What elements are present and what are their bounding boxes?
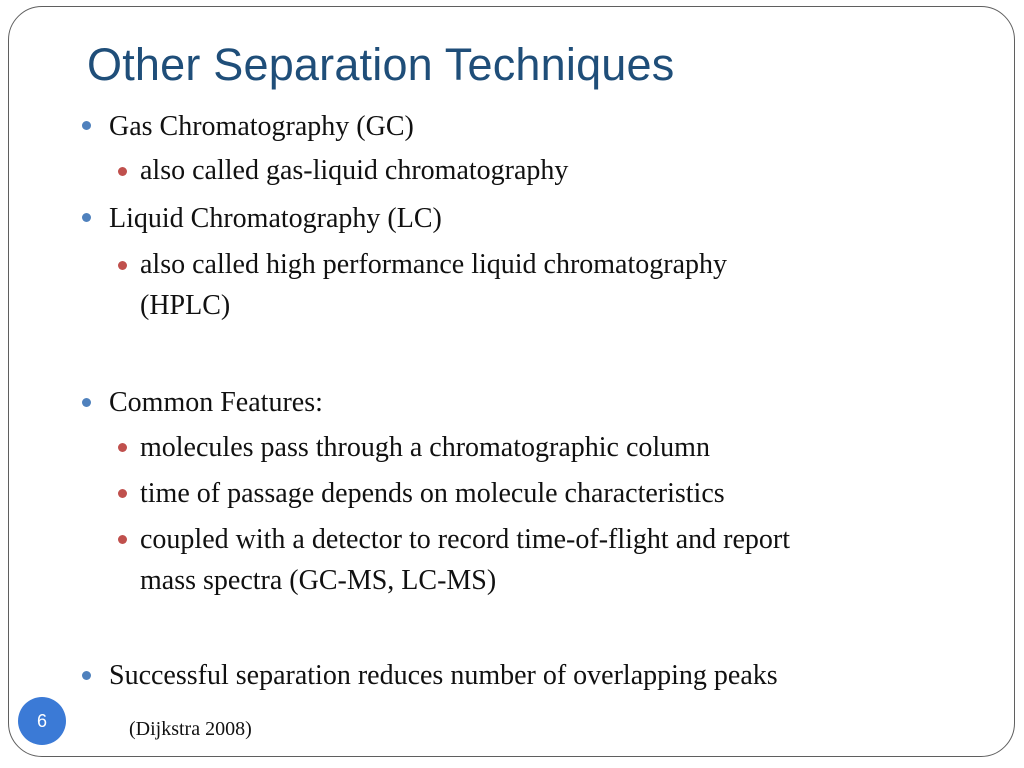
sub-bullet-column: molecules pass through a chromatographic column [140,432,710,463]
bullet-gc: Gas Chromatography (GC) [109,111,414,142]
sub-bullet-lc-alias-line1: also called high performance liquid chromatography [140,249,728,280]
sub-bullet-detector-line2: mass spectra (GC-MS, LC-MS) [140,565,497,596]
slide-number-badge: 6 [18,697,66,745]
sub-bullet-dot-icon [118,167,127,176]
sub-bullet-lc-alias-line2: (HPLC) [140,290,231,321]
bullet-common-features: Common Features: [109,387,323,418]
sub-bullet-dot-icon [118,443,127,452]
sub-bullet-dot-icon [118,535,127,544]
bullet-lc: Liquid Chromatography (LC) [109,203,442,234]
sub-bullet-detector-line1: coupled with a detector to record time-of-flight and report [140,524,790,555]
sub-bullet-dot-icon [118,489,127,498]
slide-title: Other Separation Techniques [87,39,675,90]
sub-bullet-dot-icon [118,261,127,270]
sub-bullet-passage-time: time of passage depends on molecule characteristics [140,478,725,509]
bullet-dot-icon [82,121,91,130]
bullet-successful-separation: Successful separation reduces number of overlapping peaks [109,660,778,691]
bullet-dot-icon [82,671,91,680]
bullet-dot-icon [82,398,91,407]
sub-bullet-gc-alias: also called gas-liquid chromatography [140,155,569,186]
bullet-dot-icon [82,213,91,222]
citation: (Dijkstra 2008) [129,718,252,740]
